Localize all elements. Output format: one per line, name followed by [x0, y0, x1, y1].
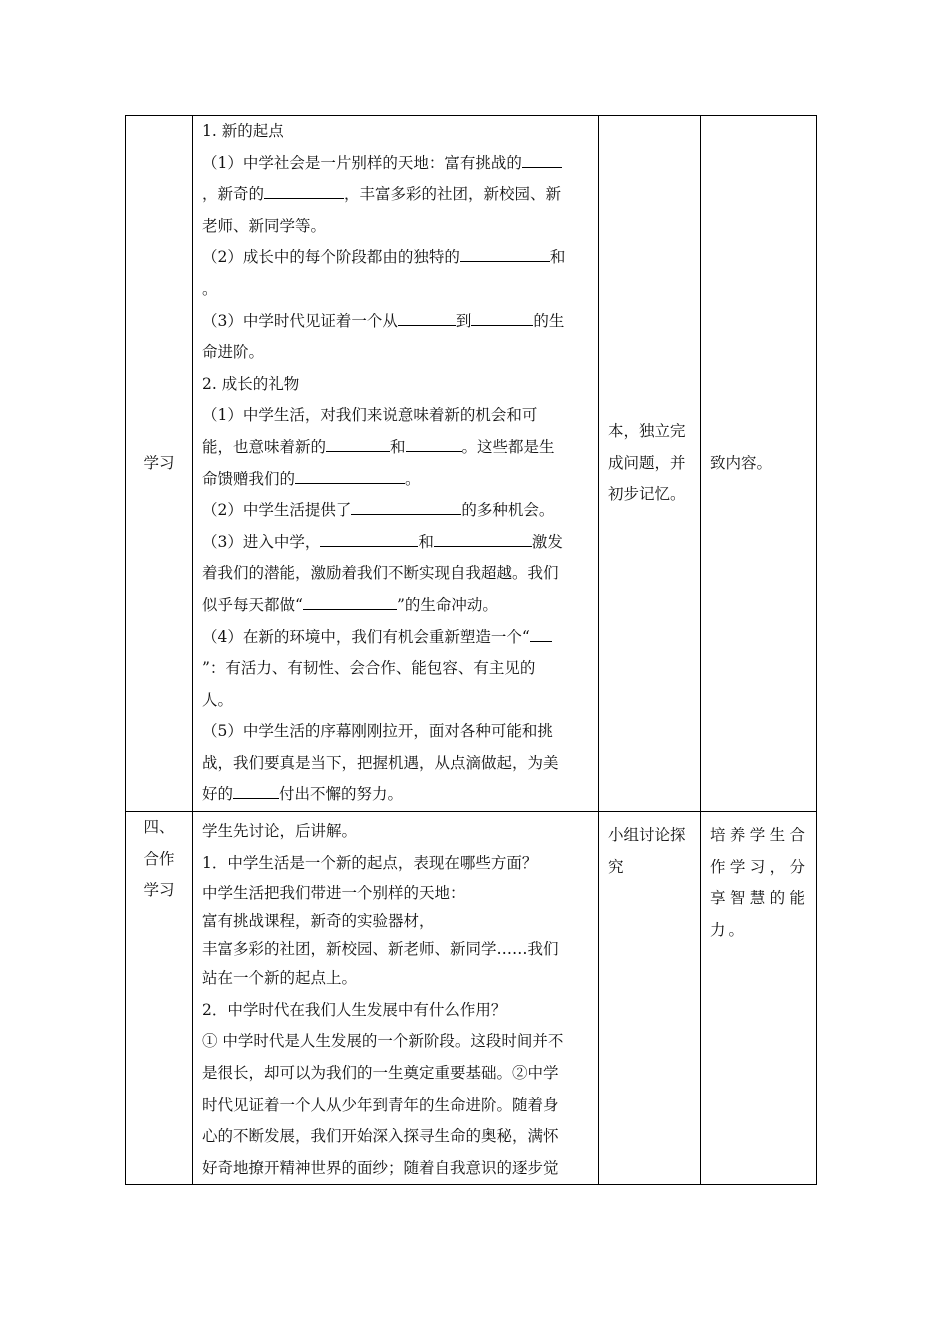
- content-line: 命进阶。: [202, 343, 265, 362]
- content-line: 1．中学生活是一个新的起点，表现在哪些方面？: [202, 853, 538, 872]
- content-line: 着我们的潜能，激励着我们不断实现自我超越。我们: [202, 564, 559, 583]
- content-line: ① 中学时代是人生发展的一个新阶段。这段时间并不: [202, 1032, 564, 1051]
- content-line: （4）在新的环境中，我们有机会重新塑造一个“: [202, 622, 590, 654]
- content-line: （3）进入中学， 和 激发: [202, 527, 590, 559]
- content-line: 是很长，却可以为我们的一生奠定重要基础。②中学: [202, 1064, 559, 1083]
- content-line: 丰富多彩的社团，新校园、新老师、新同学……我们: [202, 940, 559, 959]
- content-line: 好的 付出不懈的努力。: [202, 779, 590, 811]
- content-cell: [193, 812, 599, 1185]
- content-line: 命馈赠我们的 。: [202, 464, 590, 496]
- content-line: 2. 成长的礼物: [202, 374, 300, 393]
- content-line: （5）中学生活的序幕刚刚拉开，面对各种可能和挑: [202, 722, 553, 741]
- content-line: 中学生活把我们带进一个别样的天地：: [202, 884, 466, 903]
- table-row: [126, 812, 817, 1185]
- content-line: （2）中学生活提供了 的多种机会。: [202, 495, 590, 527]
- content-cell: [193, 116, 599, 812]
- content-line: 心的不断发展，我们开始深入探寻生命的奥秘，满怀: [202, 1127, 559, 1146]
- content-line: 好奇地撩开精神世界的面纱；随着自我意识的逐步觉: [202, 1158, 559, 1177]
- content-line: 1. 新的起点: [202, 122, 284, 140]
- content-line: （1）中学生活，对我们来说意味着新的机会和可: [202, 406, 538, 425]
- content-line: 富有挑战课程，新奇的实验器材，: [202, 912, 435, 931]
- stage-label: 四、: [143, 818, 175, 837]
- content-line: 2．中学时代在我们人生发展中有什么作用？: [202, 1000, 507, 1019]
- content-line: 似乎每天都做“ ”的生命冲动。: [202, 590, 590, 622]
- content-line: 老师、新同学等。: [202, 216, 327, 235]
- content-line: 站在一个新的起点上。: [202, 969, 358, 988]
- stage-label: 学习: [143, 453, 175, 472]
- content-line: 。: [202, 279, 218, 298]
- content-line: 学生先讨论，后讲解。: [202, 822, 358, 841]
- content-line: ”：有活力、有韧性、会合作、能包容、有主见的: [202, 659, 536, 678]
- stage-cell: [126, 116, 193, 812]
- content-line: 战，我们要真是当下，把握机遇，从点滴做起，为美: [202, 753, 559, 772]
- design-intent-cell: [701, 116, 817, 812]
- content-line: 能，也意味着新的 和 。这些都是生: [202, 432, 590, 464]
- student-activity-text: 本，独立完成问题，并初步记忆。: [608, 422, 686, 504]
- student-activity-text: 小组讨论探究: [608, 826, 686, 876]
- content-line: （2）成长中的每个阶段都由的独特的 和: [202, 242, 590, 274]
- stage-label: 合作: [143, 849, 175, 868]
- stage-label: 学习: [143, 881, 175, 900]
- content-line: （3）中学时代见证着一个从 到 的生: [202, 306, 590, 338]
- student-activity-cell: [599, 812, 701, 1185]
- design-intent-cell: [701, 812, 817, 1185]
- design-intent-text: 培养学生合作学习，分享智慧的能力。: [710, 826, 808, 939]
- table-row: [126, 116, 817, 812]
- content-line: ，新奇的 ，丰富多彩的社团，新校园、新: [202, 179, 590, 211]
- design-intent-text: 致内容。: [710, 453, 773, 472]
- stage-cell: [126, 812, 193, 1185]
- content-line: 人。: [202, 690, 234, 709]
- content-line: （1）中学社会是一片别样的天地：富有挑战的: [202, 148, 590, 180]
- content-line: 时代见证着一个人从少年到青年的生命进阶。随着身: [202, 1095, 559, 1114]
- lesson-plan-table: [125, 115, 817, 1185]
- student-activity-cell: [599, 116, 701, 812]
